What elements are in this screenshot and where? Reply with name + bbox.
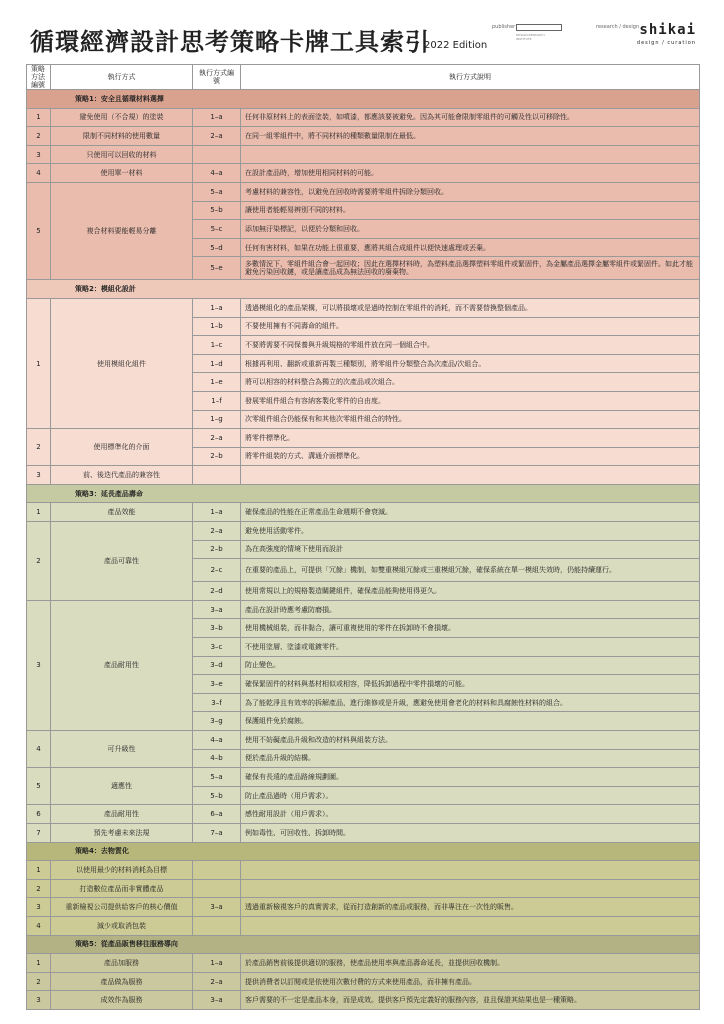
method-number: 1	[27, 954, 51, 973]
method-code: 6–a	[193, 805, 241, 824]
strategy-index-table	[26, 64, 700, 1010]
page-title: 循環經濟設計思考策略卡牌工具索引	[30, 28, 430, 56]
method-code: 1–g	[193, 410, 241, 429]
method-description: 考慮材料的兼容性，以避免在回收時需要將零組件拆除分類回收。	[241, 182, 700, 201]
method-name: 打造數位產品而非實體產品	[51, 879, 193, 898]
method-number: 1	[27, 108, 51, 127]
method-description: 保護組件免於腐蝕。	[241, 712, 700, 731]
section-title: 策略4：去物質化	[27, 842, 700, 861]
table-row	[27, 768, 700, 787]
publisher-small-text: DESIGN RESEARCH INSTITUTE	[516, 33, 545, 41]
method-description: 使用機械組裝，而非黏合，讓可重複使用的零件在拆卸時不會損壞。	[241, 619, 700, 638]
table-row	[27, 503, 700, 522]
table-body	[27, 90, 700, 1010]
method-code: 2–d	[193, 582, 241, 601]
table-row	[27, 916, 700, 935]
section-header-row	[27, 90, 700, 109]
method-description: 避免使用活動零件。	[241, 522, 700, 541]
section-header-row	[27, 935, 700, 954]
table-row	[27, 127, 700, 146]
table-row	[27, 991, 700, 1010]
method-description: 在重要的產品上，可提供「冗餘」機制，如雙重模組冗餘或三重模組冗餘，確保系統在單一模組失效時，仍能持續運行。	[241, 559, 700, 582]
method-description: 產品在設計時應考慮防磨損。	[241, 600, 700, 619]
method-description: 在同一組零組件中，將不同材料的種類數量限制在最低。	[241, 127, 700, 146]
table-row	[27, 182, 700, 201]
table-row	[27, 972, 700, 991]
table-row	[27, 805, 700, 824]
method-name: 使用標準化的介面	[51, 429, 193, 466]
method-description: 為了能乾淨且有效率的拆解產品，進行維修或是升級，應避免使用會老化的材料和具腐蝕性材料的組合。	[241, 693, 700, 712]
method-code: 2–a	[193, 429, 241, 448]
method-number: 3	[27, 898, 51, 917]
method-number: 4	[27, 731, 51, 768]
method-name: 產品加服務	[51, 954, 193, 973]
section-header-row	[27, 484, 700, 503]
method-description: 任何有害材料，如果在功能上很重要，應將其組合成組件以便快速處理或丟棄。	[241, 238, 700, 257]
method-code: 1–a	[193, 503, 241, 522]
method-code: 3–b	[193, 619, 241, 638]
page-header	[20, 18, 704, 62]
method-number: 5	[27, 182, 51, 279]
method-description: 不使用塗層、塗漆或電鍍零件。	[241, 638, 700, 657]
method-code: 3–d	[193, 656, 241, 675]
table-row	[27, 145, 700, 164]
method-name: 預先考慮未來法規	[51, 823, 193, 842]
section-title: 策略3：延長產品壽命	[27, 484, 700, 503]
table-row	[27, 600, 700, 619]
column-header-method: 執行方式	[51, 65, 193, 90]
table-row	[27, 954, 700, 973]
method-code: 1–a	[193, 954, 241, 973]
method-code: 1–b	[193, 317, 241, 336]
method-number: 2	[27, 879, 51, 898]
method-code	[193, 466, 241, 485]
table-row	[27, 823, 700, 842]
method-code	[193, 879, 241, 898]
method-description	[241, 466, 700, 485]
method-code: 4–a	[193, 164, 241, 183]
method-code	[193, 861, 241, 880]
method-number: 1	[27, 503, 51, 522]
method-code: 3–a	[193, 898, 241, 917]
method-code: 3–g	[193, 712, 241, 731]
method-code: 4–b	[193, 749, 241, 768]
method-number: 1	[27, 861, 51, 880]
table-header-row	[27, 65, 700, 90]
section-header-row	[27, 842, 700, 861]
table-row	[27, 429, 700, 448]
method-description: 在設計產品時，增加使用相同材料的可能。	[241, 164, 700, 183]
method-number: 5	[27, 768, 51, 805]
section-header-row	[27, 280, 700, 299]
table-row	[27, 164, 700, 183]
method-name: 適應性	[51, 768, 193, 805]
method-description: 客戶需要的不一定是產品本身，而是成效。提供客戶預先定義好的服務內容，並且保證其結果也是一種策略。	[241, 991, 700, 1010]
method-code: 2–a	[193, 127, 241, 146]
method-name: 限制不同材料的使用數量	[51, 127, 193, 146]
method-code: 5–b	[193, 201, 241, 220]
method-code: 5–a	[193, 768, 241, 787]
method-description	[241, 861, 700, 880]
method-name: 產品耐用性	[51, 600, 193, 730]
method-name: 產品耐用性	[51, 805, 193, 824]
method-description: 將可以相容的材料整合為獨立的次產品或次組合。	[241, 373, 700, 392]
publisher-logo-box	[516, 24, 562, 31]
method-description: 使用常規以上的規格製造關鍵組件，確保產品能夠使用得更久。	[241, 582, 700, 601]
method-name: 使用模組化組件	[51, 298, 193, 428]
method-code: 1–e	[193, 373, 241, 392]
method-name: 成效作為服務	[51, 991, 193, 1010]
method-number: 4	[27, 916, 51, 935]
method-code: 3–c	[193, 638, 241, 657]
method-code: 1–d	[193, 354, 241, 373]
method-code: 2–a	[193, 972, 241, 991]
table-row	[27, 108, 700, 127]
method-code: 2–c	[193, 559, 241, 582]
method-number: 1	[27, 298, 51, 428]
method-description: 讓使用者能輕易辨別不同的材料。	[241, 201, 700, 220]
method-code: 4–a	[193, 731, 241, 750]
method-name: 複合材料要能輕易分離	[51, 182, 193, 279]
table-row	[27, 898, 700, 917]
method-number: 2	[27, 127, 51, 146]
method-description: 次零組件組合仍能保有和其他次零組件組合的特性。	[241, 410, 700, 429]
method-name: 可升級性	[51, 731, 193, 768]
method-description: 根據再利用、翻新或重新再製三種類別，將零組件分類整合為次產品/次組合。	[241, 354, 700, 373]
shikai-logo-subtitle: design / curation	[636, 40, 696, 46]
method-code: 1–f	[193, 391, 241, 410]
method-description: 確保有長遠的產品路線規劃圖。	[241, 768, 700, 787]
method-number: 3	[27, 145, 51, 164]
method-description: 例如毒性、可回收性、拆卸時間。	[241, 823, 700, 842]
method-number: 2	[27, 522, 51, 601]
method-code: 5–e	[193, 257, 241, 280]
method-number: 3	[27, 466, 51, 485]
method-code: 2–b	[193, 447, 241, 466]
method-name: 只使用可以回收的材料	[51, 145, 193, 164]
method-description: 為在高強度的情境下使用而設計	[241, 540, 700, 559]
method-description: 感性耐用設計（用戶需求）。	[241, 805, 700, 824]
method-code: 1–a	[193, 108, 241, 127]
column-header-method-code: 執行方式編號	[193, 65, 241, 90]
method-number: 4	[27, 164, 51, 183]
method-code: 1–c	[193, 336, 241, 355]
method-description: 確保緊固件的材料與基材相似或相容，降低拆卸過程中零件損壞的可能。	[241, 675, 700, 694]
method-code: 3–e	[193, 675, 241, 694]
method-name: 減少或取消包裝	[51, 916, 193, 935]
method-code: 7–a	[193, 823, 241, 842]
method-description	[241, 879, 700, 898]
method-name: 以使用最少的材料消耗為目標	[51, 861, 193, 880]
method-number: 2	[27, 429, 51, 466]
method-description: 確保產品的性能在正常產品生命週期不會衰減。	[241, 503, 700, 522]
method-description: 透過模組化的產品架構，可以將損壞或是過時控制在零組件的消耗，而不需要替換整個產品。	[241, 298, 700, 317]
method-description	[241, 145, 700, 164]
method-code	[193, 145, 241, 164]
method-code: 5–c	[193, 220, 241, 239]
method-description: 不要使用擁有不同壽命的組件。	[241, 317, 700, 336]
method-description: 多數情況下，零組件組合會一起回收；因此在選擇材料時，為塑料產品選擇塑料零組件或緊固件，為金屬產品選擇金屬零組件或緊固件。如此才能避免污染回收鏈，或是讓產品成為無法回收的廢棄物。	[241, 257, 700, 280]
method-description	[241, 916, 700, 935]
method-code: 2–a	[193, 522, 241, 541]
method-description: 將零件標準化。	[241, 429, 700, 448]
section-title: 策略2：模組化設計	[27, 280, 700, 299]
column-header-method-desc: 執行方式說明	[241, 65, 700, 90]
table-row	[27, 861, 700, 880]
method-name: 重新檢視公司提供給客戶的核心價值	[51, 898, 193, 917]
table-row	[27, 879, 700, 898]
section-title: 策略1：安全且循環材料選擇	[27, 90, 700, 109]
method-code: 5–b	[193, 786, 241, 805]
method-description: 使用不妨礙產品升級和改造的材料與組裝方法。	[241, 731, 700, 750]
method-number: 3	[27, 600, 51, 730]
method-description: 發展零組件組合有容納客製化零件的自由度。	[241, 391, 700, 410]
column-header-strategy-number: 策略方法編號	[27, 65, 51, 90]
method-description: 防止產品過時（用戶需求）。	[241, 786, 700, 805]
method-number: 7	[27, 823, 51, 842]
method-code: 3–a	[193, 600, 241, 619]
method-description: 便於產品升級的結構。	[241, 749, 700, 768]
table-row	[27, 466, 700, 485]
method-description: 防止變色。	[241, 656, 700, 675]
method-code	[193, 916, 241, 935]
method-code: 3–f	[193, 693, 241, 712]
method-description: 不要將需要不同保養與升級規格的零組件放在同一個組合中。	[241, 336, 700, 355]
publisher-label: publisher	[492, 24, 516, 30]
method-description: 添加無汙染標記，以便於分類和回收。	[241, 220, 700, 239]
edition-label: 2022 Edition	[424, 40, 488, 51]
method-code: 1–a	[193, 298, 241, 317]
research-design-label: research / design	[596, 24, 640, 30]
method-code: 5–d	[193, 238, 241, 257]
method-name: 前、後迭代產品的兼容性	[51, 466, 193, 485]
method-name: 避免使用（不合規）的塗裝	[51, 108, 193, 127]
method-description: 提供消費者以訂閱或是依使用次數付費的方式來使用產品，而非擁有產品。	[241, 972, 700, 991]
method-code: 3–a	[193, 991, 241, 1010]
method-name: 產品效能	[51, 503, 193, 522]
table-row	[27, 298, 700, 317]
method-name: 產品做為服務	[51, 972, 193, 991]
method-name: 產品可靠性	[51, 522, 193, 601]
method-description: 於產品銷售前後提供適切的服務，使產品使用率與產品壽命延長，並提供回收機制。	[241, 954, 700, 973]
table-row	[27, 522, 700, 541]
method-number: 6	[27, 805, 51, 824]
method-number: 2	[27, 972, 51, 991]
method-code: 5–a	[193, 182, 241, 201]
method-description: 透過重新檢視客戶的真實需求，從而打造創新的產品或服務，而非專注在一次性的販售。	[241, 898, 700, 917]
method-number: 3	[27, 991, 51, 1010]
shikai-logo: shikai	[639, 22, 696, 38]
table-row	[27, 731, 700, 750]
method-code: 2–b	[193, 540, 241, 559]
method-name: 使用單一材料	[51, 164, 193, 183]
section-title: 策略5：從產品販售移往服務導向	[27, 935, 700, 954]
method-description: 任何非原材料上的表面塗裝，如噴漆，都應該要被避免。因為其可能會限制零組件的可觸及性以可移除性。	[241, 108, 700, 127]
method-description: 將零件組裝的方式、溝通介面標準化。	[241, 447, 700, 466]
